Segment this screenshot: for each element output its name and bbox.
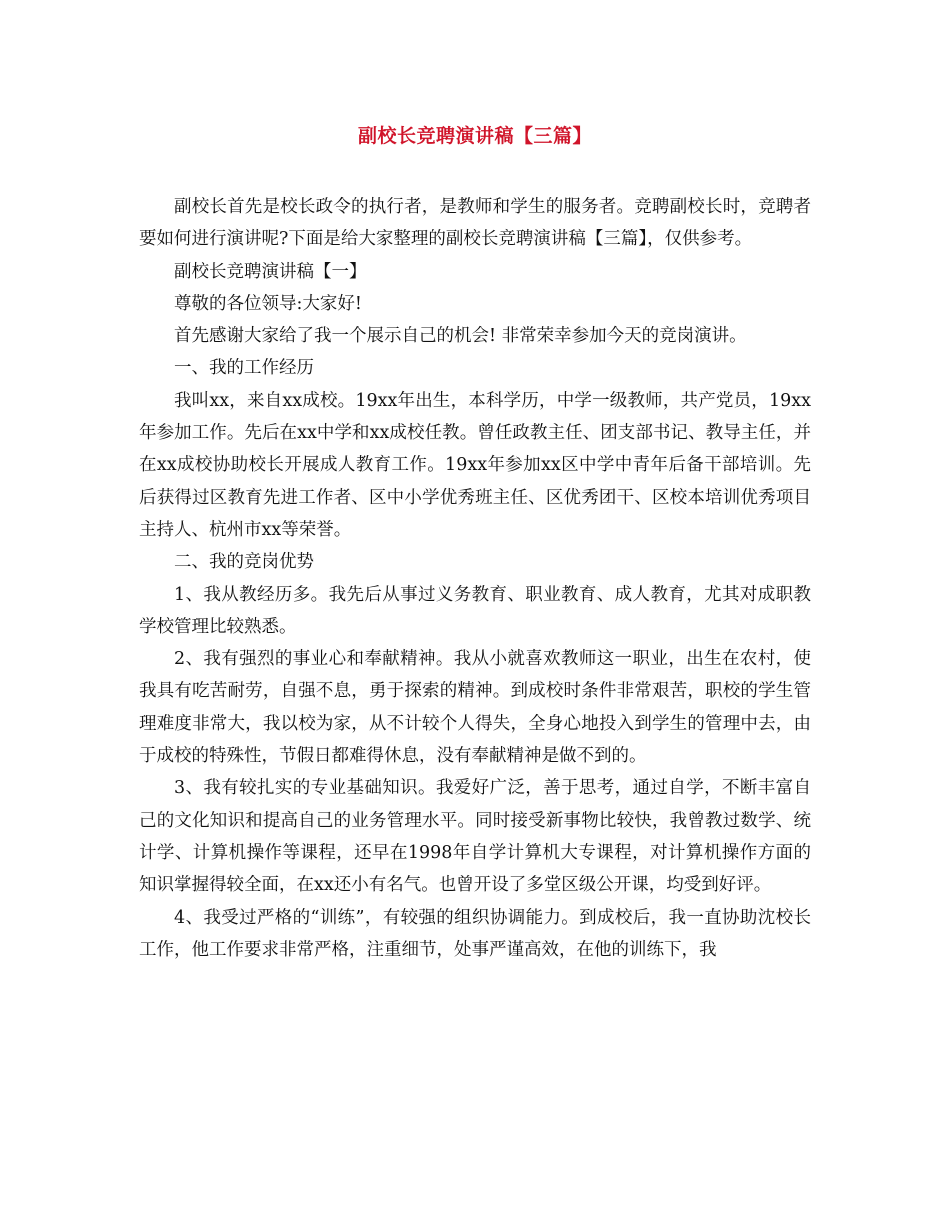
intro-paragraph: 副校长首先是校长政令的执行者，是教师和学生的服务者。竞聘副校长时，竞聘者要如何进行演讲呢?下面是给大家整理的副校长竞聘演讲稿【三篇】，仅供参考。 bbox=[139, 197, 811, 250]
section-heading: 副校长竞聘演讲稿【一】 bbox=[174, 261, 367, 282]
subheading-advantages: 二、我的竞岗优势 bbox=[174, 552, 314, 573]
document-body bbox=[139, 191, 811, 966]
thanks-paragraph: 首先感谢大家给了我一个展示自己的机会! 非常荣幸参加今天的竞岗演讲。 bbox=[174, 326, 747, 347]
advantage-paragraph-1: 1、我从教经历多。我先后从事过义务教育、职业教育、成人教育，尤其对成职教学校管理比较熟悉。 bbox=[139, 584, 811, 637]
advantage-paragraph-2: 2、我有强烈的事业心和奉献精神。我从小就喜欢教师这一职业，出生在农村，使我具有吃苦耐劳，自强不息，勇于探索的精神。到成校时条件非常艰苦，职校的学生管理难度非常大，我以校为家，从不计较个人得失，全身心地投入到学生的管理中去，由于成校的特殊性，节假日都难得休息，没有奉献精神是做不到的。 bbox=[139, 649, 811, 767]
advantage-paragraph-3: 3、我有较扎实的专业基础知识。我爱好广泛，善于思考，通过自学，不断丰富自己的文化知识和提高自己的业务管理水平。同时接受新事物比较快，我曾教过数学、统计学、计算机操作等课程，还早在1998年自学计算机大专课程，对计算机操作方面的知识掌握得较全面，在xx还小有名气。也曾开设了多堂区级公开课，均受到好评。 bbox=[139, 778, 811, 896]
advantage-paragraph-4: 4、我受过严格的“训练”，有较强的组织协调能力。到成校后，我一直协助沈校长工作，他工作要求非常严格，注重细节，处事严谨高效，在他的训练下，我 bbox=[139, 907, 811, 960]
document-title: 副校长竞聘演讲稿【三篇】 bbox=[357, 125, 592, 147]
greeting-paragraph: 尊敬的各位领导:大家好! bbox=[174, 293, 362, 314]
work-experience-paragraph: 我叫xx，来自xx成校。19xx年出生，本科学历，中学一级教师，共产党员，19xx年参加工作。先后在xx中学和xx成校任教。曾任政教主任、团支部书记、教导主任，并在xx成校协助校长开展成人教育工作。19xx年参加xx区中学中青年后备干部培训。先后获得过区教育先进工作者、区中小学优秀班主任、区优秀团干、区校本培训优秀项目主持人、杭州市xx等荣誉。 bbox=[139, 390, 811, 540]
subheading-work-experience: 一、我的工作经历 bbox=[174, 358, 314, 379]
